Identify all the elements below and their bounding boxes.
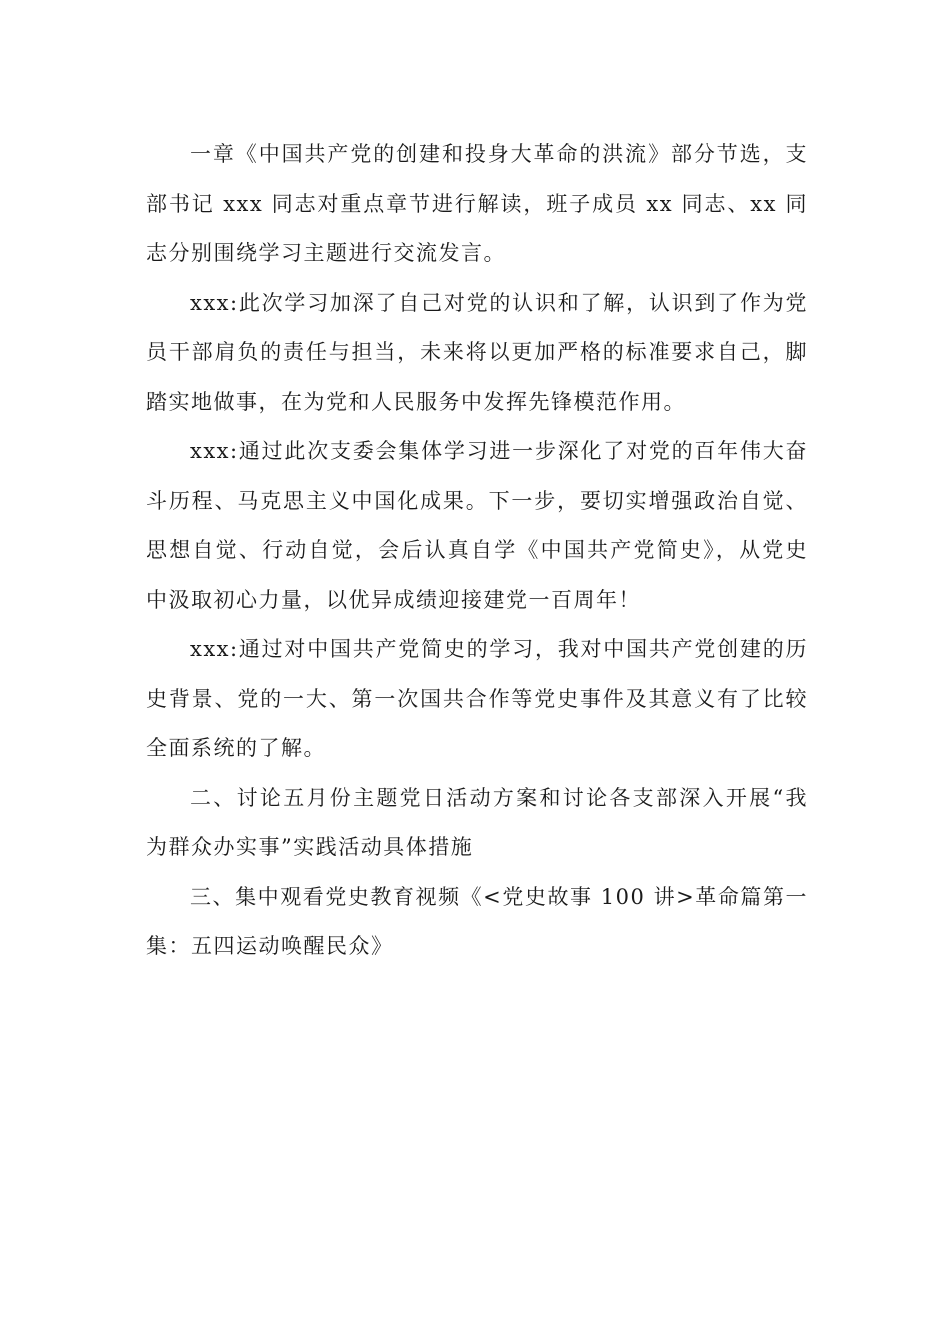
paragraph-speaker-1: xxx:此次学习加深了自己对党的认识和了解，认识到了作为党员干部肩负的责任与担当，未来将以更加严格的标准要求自己，脚踏实地做事，在为党和人民服务中发挥先锋模范作用。 bbox=[146, 290, 808, 414]
paragraph-section-three: 三、集中观看党史教育视频《<党史故事 100 讲>革命篇第一集：五四运动唤醒民众》 bbox=[146, 884, 808, 958]
paragraph-speaker-2: xxx:通过此次支委会集体学习进一步深化了对党的百年伟大奋斗历程、马克思主义中国化成果。下一步，要切实增强政治自觉、思想自觉、行动自觉，会后认真自学《中国共产党简史》，从党史中汲取初心力量，以优异成绩迎接建党一百周年！ bbox=[146, 439, 808, 612]
paragraph-section-two: 二、讨论五月份主题党日活动方案和讨论各支部深入开展“我为群众办实事”实践活动具体措施 bbox=[146, 785, 808, 859]
document-body bbox=[146, 130, 808, 972]
paragraph-speaker-3: xxx:通过对中国共产党简史的学习，我对中国共产党创建的历史背景、党的一大、第一次国共合作等党史事件及其意义有了比较全面系统的了解。 bbox=[146, 637, 808, 760]
paragraph-study-summary: 一章《中国共产党的创建和投身大革命的洪流》部分节选，支部书记 xxx 同志对重点章节进行解读，班子成员 xx 同志、xx 同志分别围绕学习主题进行交流发言。 bbox=[146, 142, 808, 265]
